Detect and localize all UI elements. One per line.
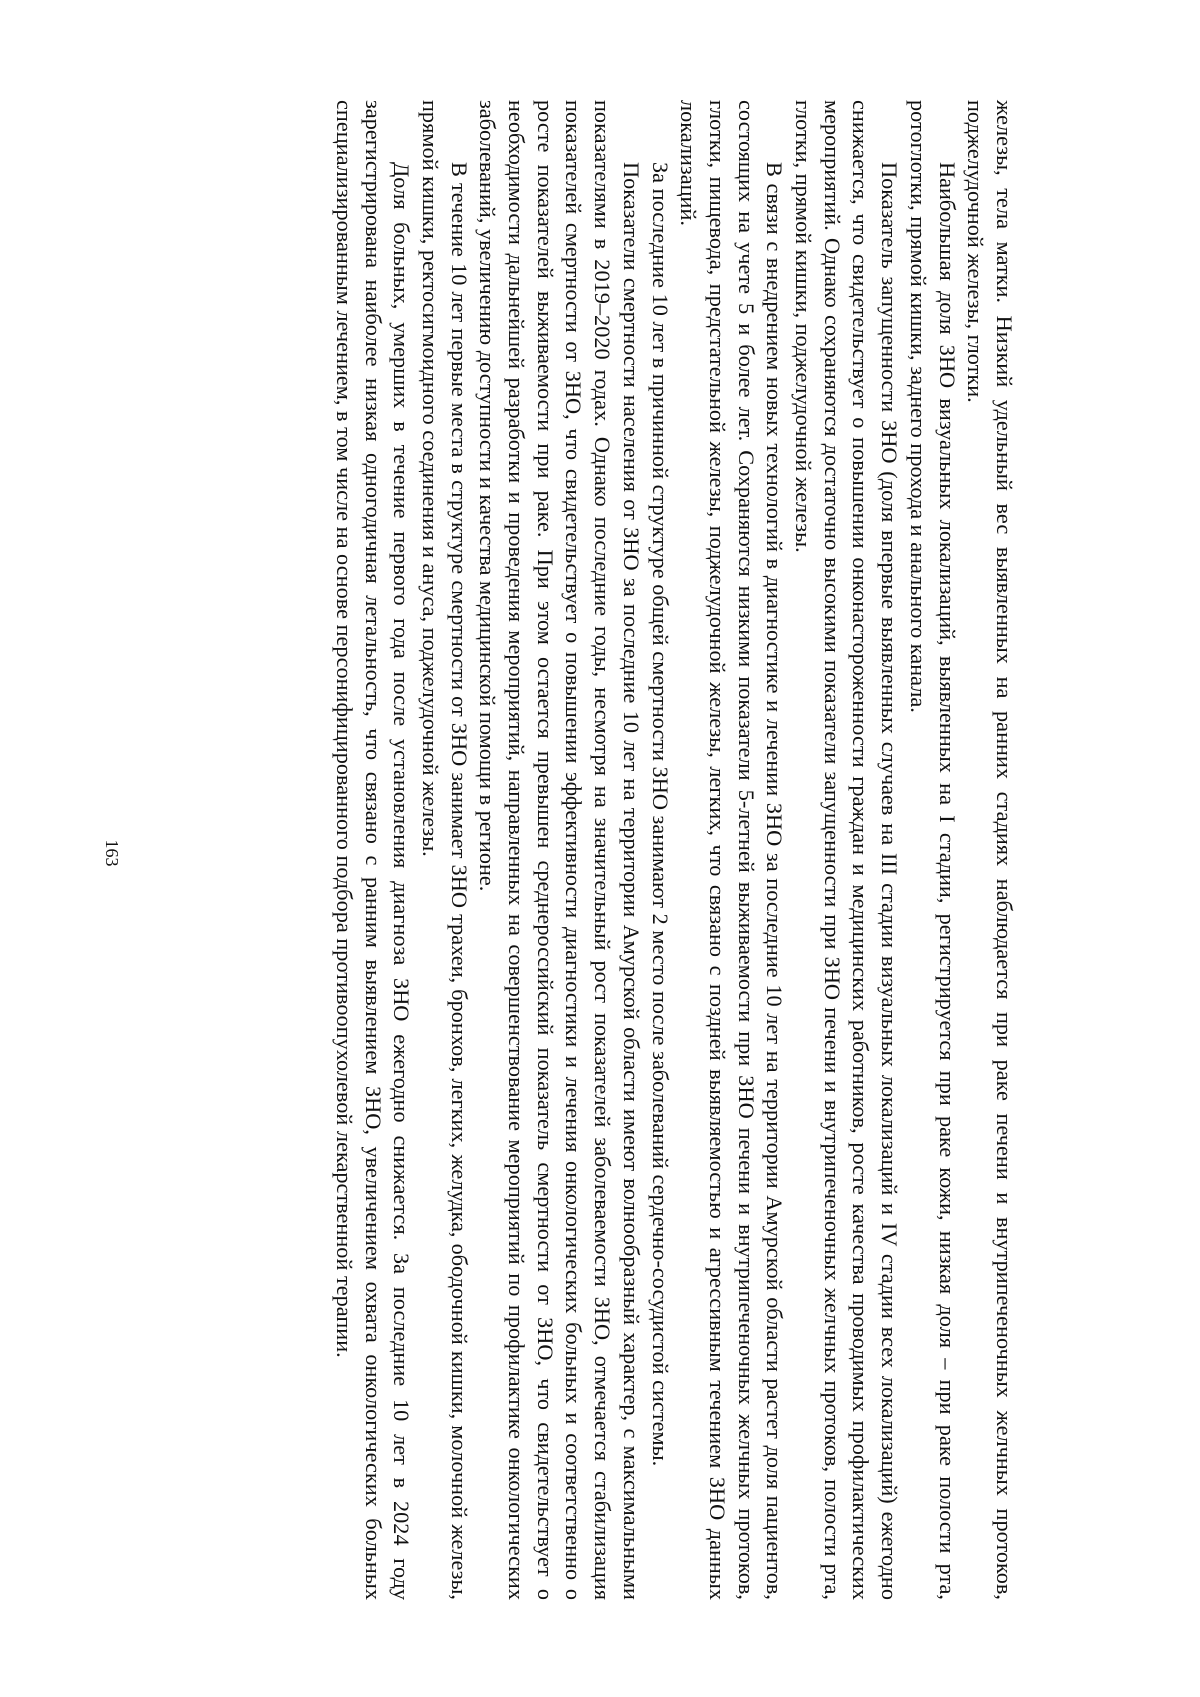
rotated-text-block [158,100,1018,1600]
paragraph-7: В течение 10 лет первые места в структуре смертности от ЗНО занимает ЗНО трахеи, бронхов, легких, желудка, ободочной кишки, молочной железы, прямой кишки, ректосигмоидного соединения и ануса, поджелудочной железы. [417,100,472,1600]
paragraph-6: Показатели смертности населения от ЗНО за последние 10 лет на территории Амурской области имеют волнообразный характер, с максимальными показателями в 2019–2020 годах. Однако последние годы, несмотря на значительный рост показателей заболеваемости ЗНО, отмечается стабилизация показателей смертности от ЗНО, что свидетельствует о повышении эффективности диагностики и лечения онкологических больных и соответственно о росте показателей выживаемости при раке. При этом остается превышен среднероссийский показатель смертности от ЗНО, что свидетельствует о необходимости дальнейшей разработки и проведения мероприятий, направленных на совершенствование мероприятий по профилактике онкологических заболеваний, увеличению доступности и качества медицинской помощи в регионе. [475,100,644,1600]
paragraph-3: Показатель запущенности ЗНО (доля впервые выявленных случаев на III стадии визуальных локализаций и IV стадии всех локализаций) ежегодно снижается, что свидетельствует о повышении онконастороженности граждан и медицинских работников, росте качества проводимых профилактических мероприятий. Однако сохраняются достаточно высокими показатели запущенности при ЗНО печени и внутрипеченочных желчных протоков, полости рта, глотки, прямой кишки, поджелудочной железы. [791,100,903,1600]
paragraph-1: железы, тела матки. Низкий удельный вес выявленных на ранних стадиях наблюдается при раке печени и внутрипеченочных желчных протоков, поджелудочной железы, глотки. [963,100,1017,1600]
paragraph-8: Доля больных, умерших в течение первого года после установления диагноза ЗНО ежегодно снижается. За последние 10 лет в 2024 году зарегистрирована наиболее низкая одногодичная летальность, что связано с ранним выявлением ЗНО, увеличением охвата онкологических больных специализированным лечением, в том числе на основе персонифицированного подбора противоопухолевой лекарственной терапии. [331,100,415,1600]
paragraph-2: Наибольшая доля ЗНО визуальных локализаций, выявленных на I стадии, регистрируется при раке кожи, низкая доля – при раке полости рта, ротоглотки, прямой кишки, заднего прохода и анального канала. [905,100,960,1600]
body-text [329,100,1018,1600]
page-number: 163 [102,839,122,867]
paragraph-4: В связи с внедрением новых технологий в диагностике и лечении ЗНО за последние 10 лет на территории Амурской области растет доля пациентов, состоящих на учете 5 и более лет. Сохраняются низкими показатели 5-летней выживаемости при ЗНО печени и внутрипеченочных желчных протоков, глотки, пищевода, предстательной железы, поджелудочной железы, легких, что связано с поздней выявляемостью и агрессивным течением ЗНО данных локализаций. [676,100,788,1600]
paragraph-5: За последние 10 лет в причинной структуре общей смертности ЗНО занимают 2 место после заболеваний сердечно-сосудистой системы. [647,162,673,1467]
